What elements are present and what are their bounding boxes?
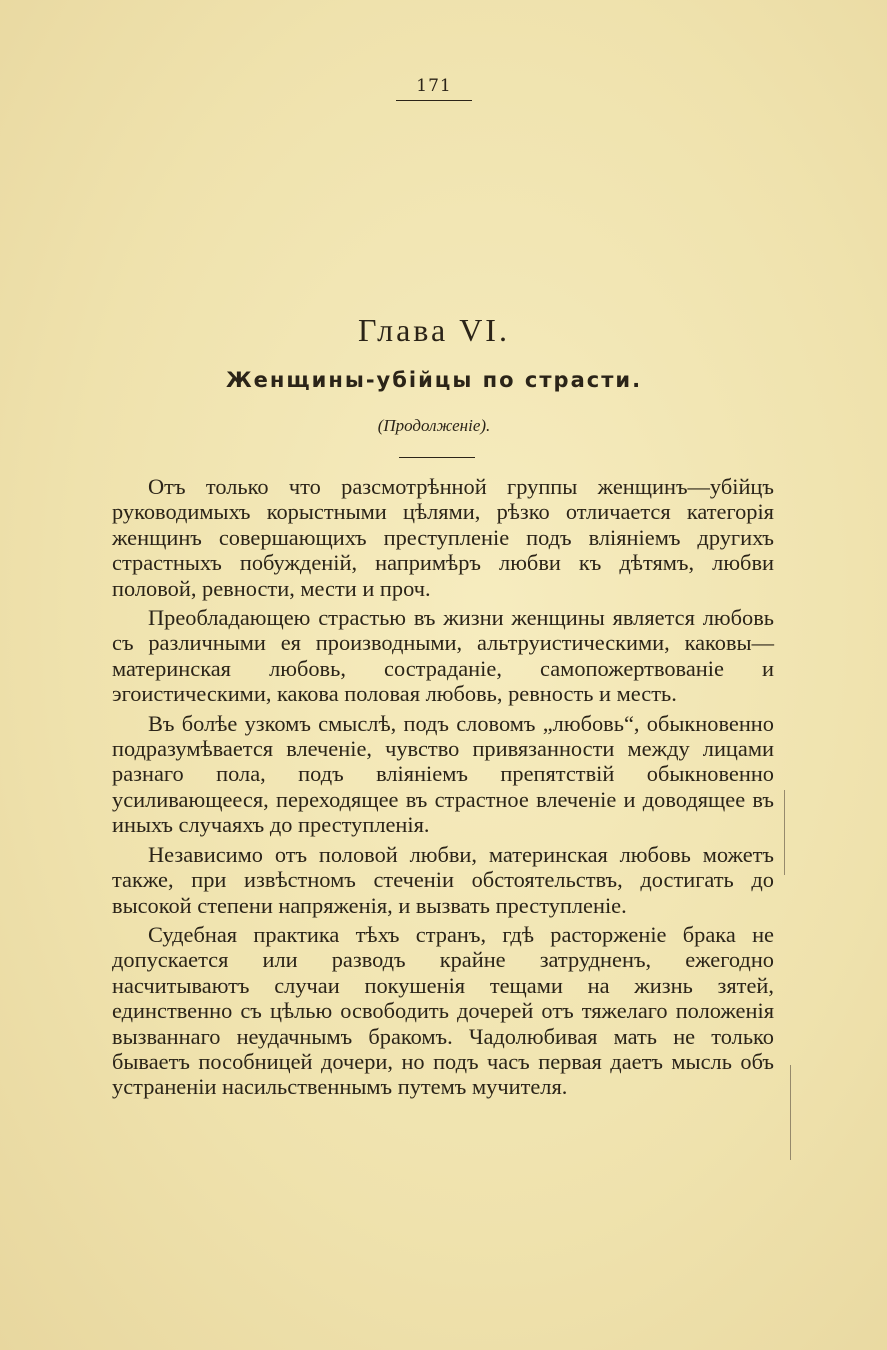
chapter-title: Глава VI. (358, 312, 510, 348)
page-number: 171 (416, 76, 452, 96)
paragraph: Отъ только что разсмотрѣнной группы женщинъ—убійцъ руководимыхъ корыстными цѣлями, рѣзко отличается категорія женщинъ совершающихъ преступленіе подъ вліяніемъ другихъ страстныхъ побужденій, напримѣръ любви къ дѣтямъ, любви половой, ревности, мести и проч. (112, 474, 774, 601)
paragraph: Преобладающею страстью въ жизни женщины является любовь съ различными ея производными, альтруистическими, каковы—материнская любовь, состраданіе, самопожертвованіе и эгоистическими, какова половая любовь, ревность и месть. (112, 605, 774, 707)
paragraph: Независимо отъ половой любви, материнская любовь можетъ также, при извѣстномъ стеченіи обстоятельствъ, достигать до высокой степени напряженія, и вызвать преступленіе. (112, 841, 774, 918)
body-text (112, 474, 774, 1104)
margin-pencil-mark (790, 1065, 791, 1160)
paragraph: Судебная практика тѣхъ странъ, гдѣ расторженіе брака не допускается или разводъ крайне затрудненъ, ежегодно насчитываютъ случаи покушенія тещами на жизнь зятей, единственно съ цѣлью освободить дочерей отъ тяжелаго положенія вызваннаго неудачнымъ бракомъ. Чадолюбивая мать не только бываетъ пособницей дочери, но подъ часъ первая даетъ мысль объ устраненіи насильственнымъ путемъ мучителя. (112, 921, 774, 1100)
chapter-subtitle: Женщины-убійцы по страсти. (225, 368, 643, 392)
page-number-rule (396, 100, 472, 101)
section-divider-rule (399, 457, 475, 458)
continuation-note: (Продолженіе). (377, 416, 491, 435)
paragraph: Въ болѣе узкомъ смыслѣ, подъ словомъ „любовь“, обыкновенно подразумѣвается влеченіе, чувство привязанности между лицами разнаго пола, подъ вліяніемъ препятствій обыкновенно усиливающееся, переходящее въ страстное влеченіе и доводящее въ иныхъ случаяхъ до преступленія. (112, 710, 774, 838)
margin-pencil-mark (784, 790, 785, 875)
